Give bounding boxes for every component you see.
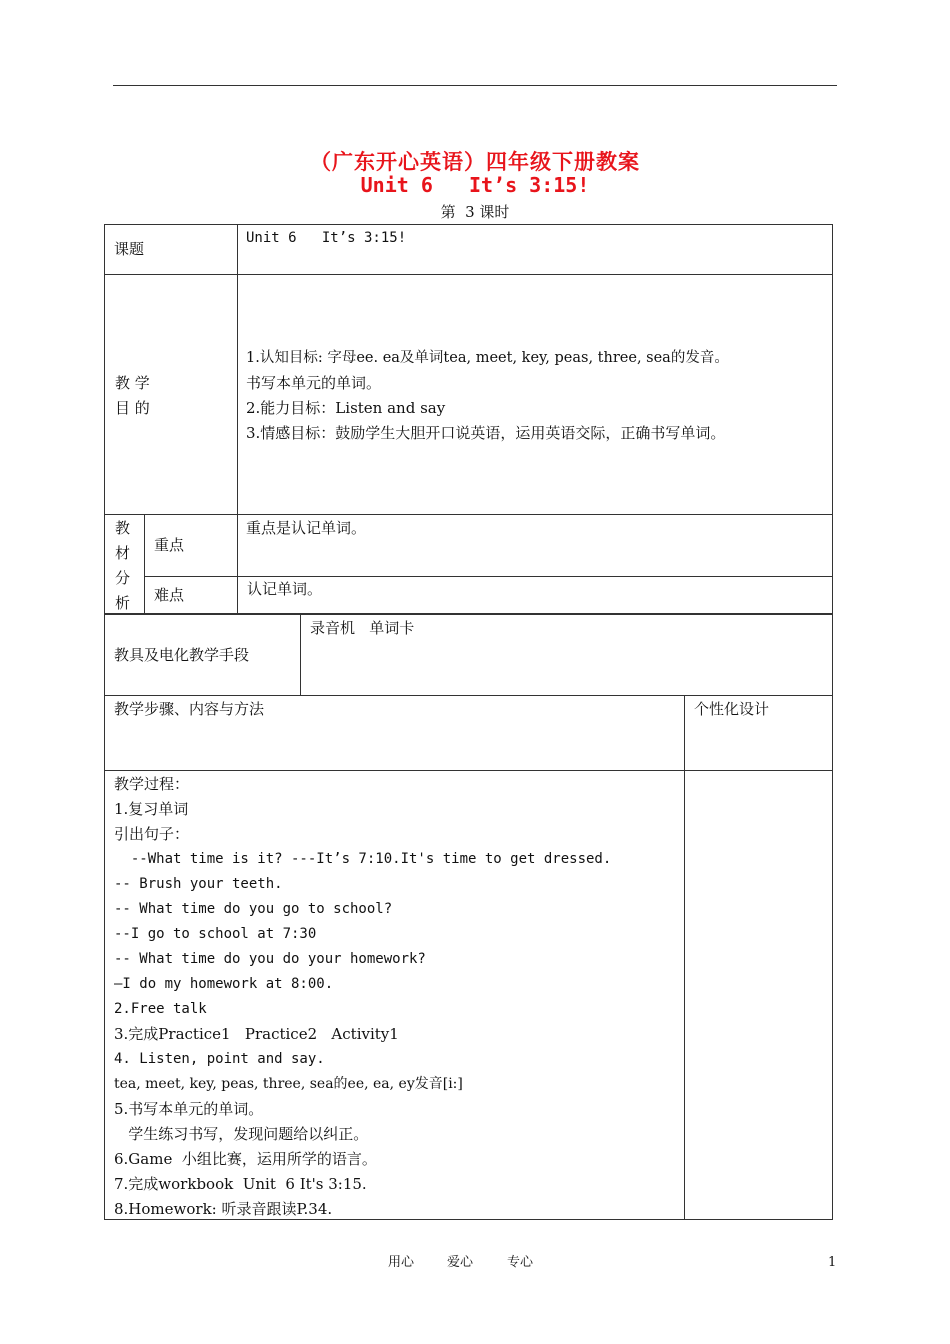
objective-line: 书写本单元的单词。 (246, 374, 382, 392)
personal-design-header-cell (684, 695, 833, 771)
topic-label-cell (104, 224, 238, 275)
difficult-point-label-cell (144, 576, 238, 614)
page-number: 1 (828, 1255, 837, 1270)
analysis-label-char: 教 (115, 519, 131, 537)
objective-line: 3.情感目标：鼓励学生大胆开口说英语，运用英语交际，正确书写单词。 (246, 424, 726, 442)
process-line: -- Brush your teeth. (114, 876, 283, 892)
process-line: 5.书写本单元的单词。 (114, 1100, 264, 1118)
process-line: –I do my homework at 8:00. (114, 976, 334, 992)
process-line: 6.Game 小组比赛，运用所学的语言。 (114, 1150, 377, 1168)
topic-value: Unit 6 It’s 3:15! (246, 230, 407, 246)
key-point-value: 重点是认记单词。 (246, 519, 367, 537)
analysis-label-cell (104, 514, 145, 614)
analysis-label-char: 材 (115, 544, 131, 562)
key-point-label-cell (144, 514, 238, 577)
steps-header-cell (104, 695, 685, 771)
footer-motto-2: 爱心 (447, 1255, 474, 1270)
tools-value: 录音机 单词卡 (310, 619, 415, 637)
personal-design-label: 个性化设计 (694, 700, 770, 718)
difficult-point-label: 难点 (154, 586, 185, 604)
process-line: -- What time do you go to school? (114, 901, 393, 917)
process-line: --I go to school at 7:30 (114, 926, 317, 942)
topic-label: 课题 (114, 240, 145, 258)
process-cell (104, 770, 685, 1220)
process-line: 学生练习书写，发现问题给以纠正。 (114, 1125, 369, 1143)
lesson-number: 第 3 课时 (440, 203, 510, 221)
objectives-value-cell (237, 274, 833, 515)
footer-motto-3: 专心 (507, 1255, 534, 1270)
analysis-label-char: 分 (115, 569, 131, 587)
objective-line: 2.能力目标：Listen and say (246, 399, 446, 417)
difficult-point-value: 认记单词。 (247, 580, 323, 598)
objectives-label-cell (104, 274, 238, 515)
analysis-label-char: 析 (115, 594, 131, 612)
key-point-label: 重点 (154, 536, 185, 554)
document-title: （广东开心英语）四年级下册教案 (310, 149, 640, 174)
objectives-label-line2: 目 的 (115, 399, 150, 417)
personal-design-cell (684, 770, 833, 1220)
steps-header-label: 教学步骤、内容与方法 (114, 700, 265, 718)
unit-title: Unit 6 It’s 3:15! (360, 173, 590, 197)
tools-value-cell (300, 614, 833, 696)
process-line: 引出句子： (114, 825, 190, 843)
tools-label: 教具及电化教学手段 (114, 646, 250, 664)
objective-line: 1.认知目标: 字母ee. ea及单词tea, meet, key, peas, three, sea的发音。 (246, 350, 729, 366)
topic-value-cell (237, 224, 833, 275)
footer-motto-1: 用心 (388, 1255, 415, 1270)
process-line: --What time is it? ---It’s 7:10.It's time to get dressed. (114, 851, 612, 867)
process-line: tea, meet, key, peas, three, sea的ee, ea, ey发音[i:] (114, 1076, 463, 1092)
header-rule (113, 85, 837, 86)
process-line: 7.完成workbook Unit 6 It's 3:15. (114, 1175, 367, 1193)
objectives-label-line1: 教 学 (115, 374, 150, 392)
process-line: 教学过程： (114, 775, 190, 793)
process-line: 1.复习单词 (114, 800, 189, 818)
process-line: 8.Homework: 听录音跟读P.34. (114, 1200, 333, 1218)
process-line: 3.完成Practice1 Practice2 Activity1 (114, 1025, 399, 1043)
difficult-point-value-cell (237, 576, 833, 614)
process-line: -- What time do you do your homework? (114, 951, 426, 967)
tools-label-cell (104, 614, 301, 696)
key-point-value-cell (237, 514, 833, 577)
process-line: 4. Listen, point and say. (114, 1051, 325, 1067)
process-line: 2.Free talk (114, 1001, 207, 1017)
